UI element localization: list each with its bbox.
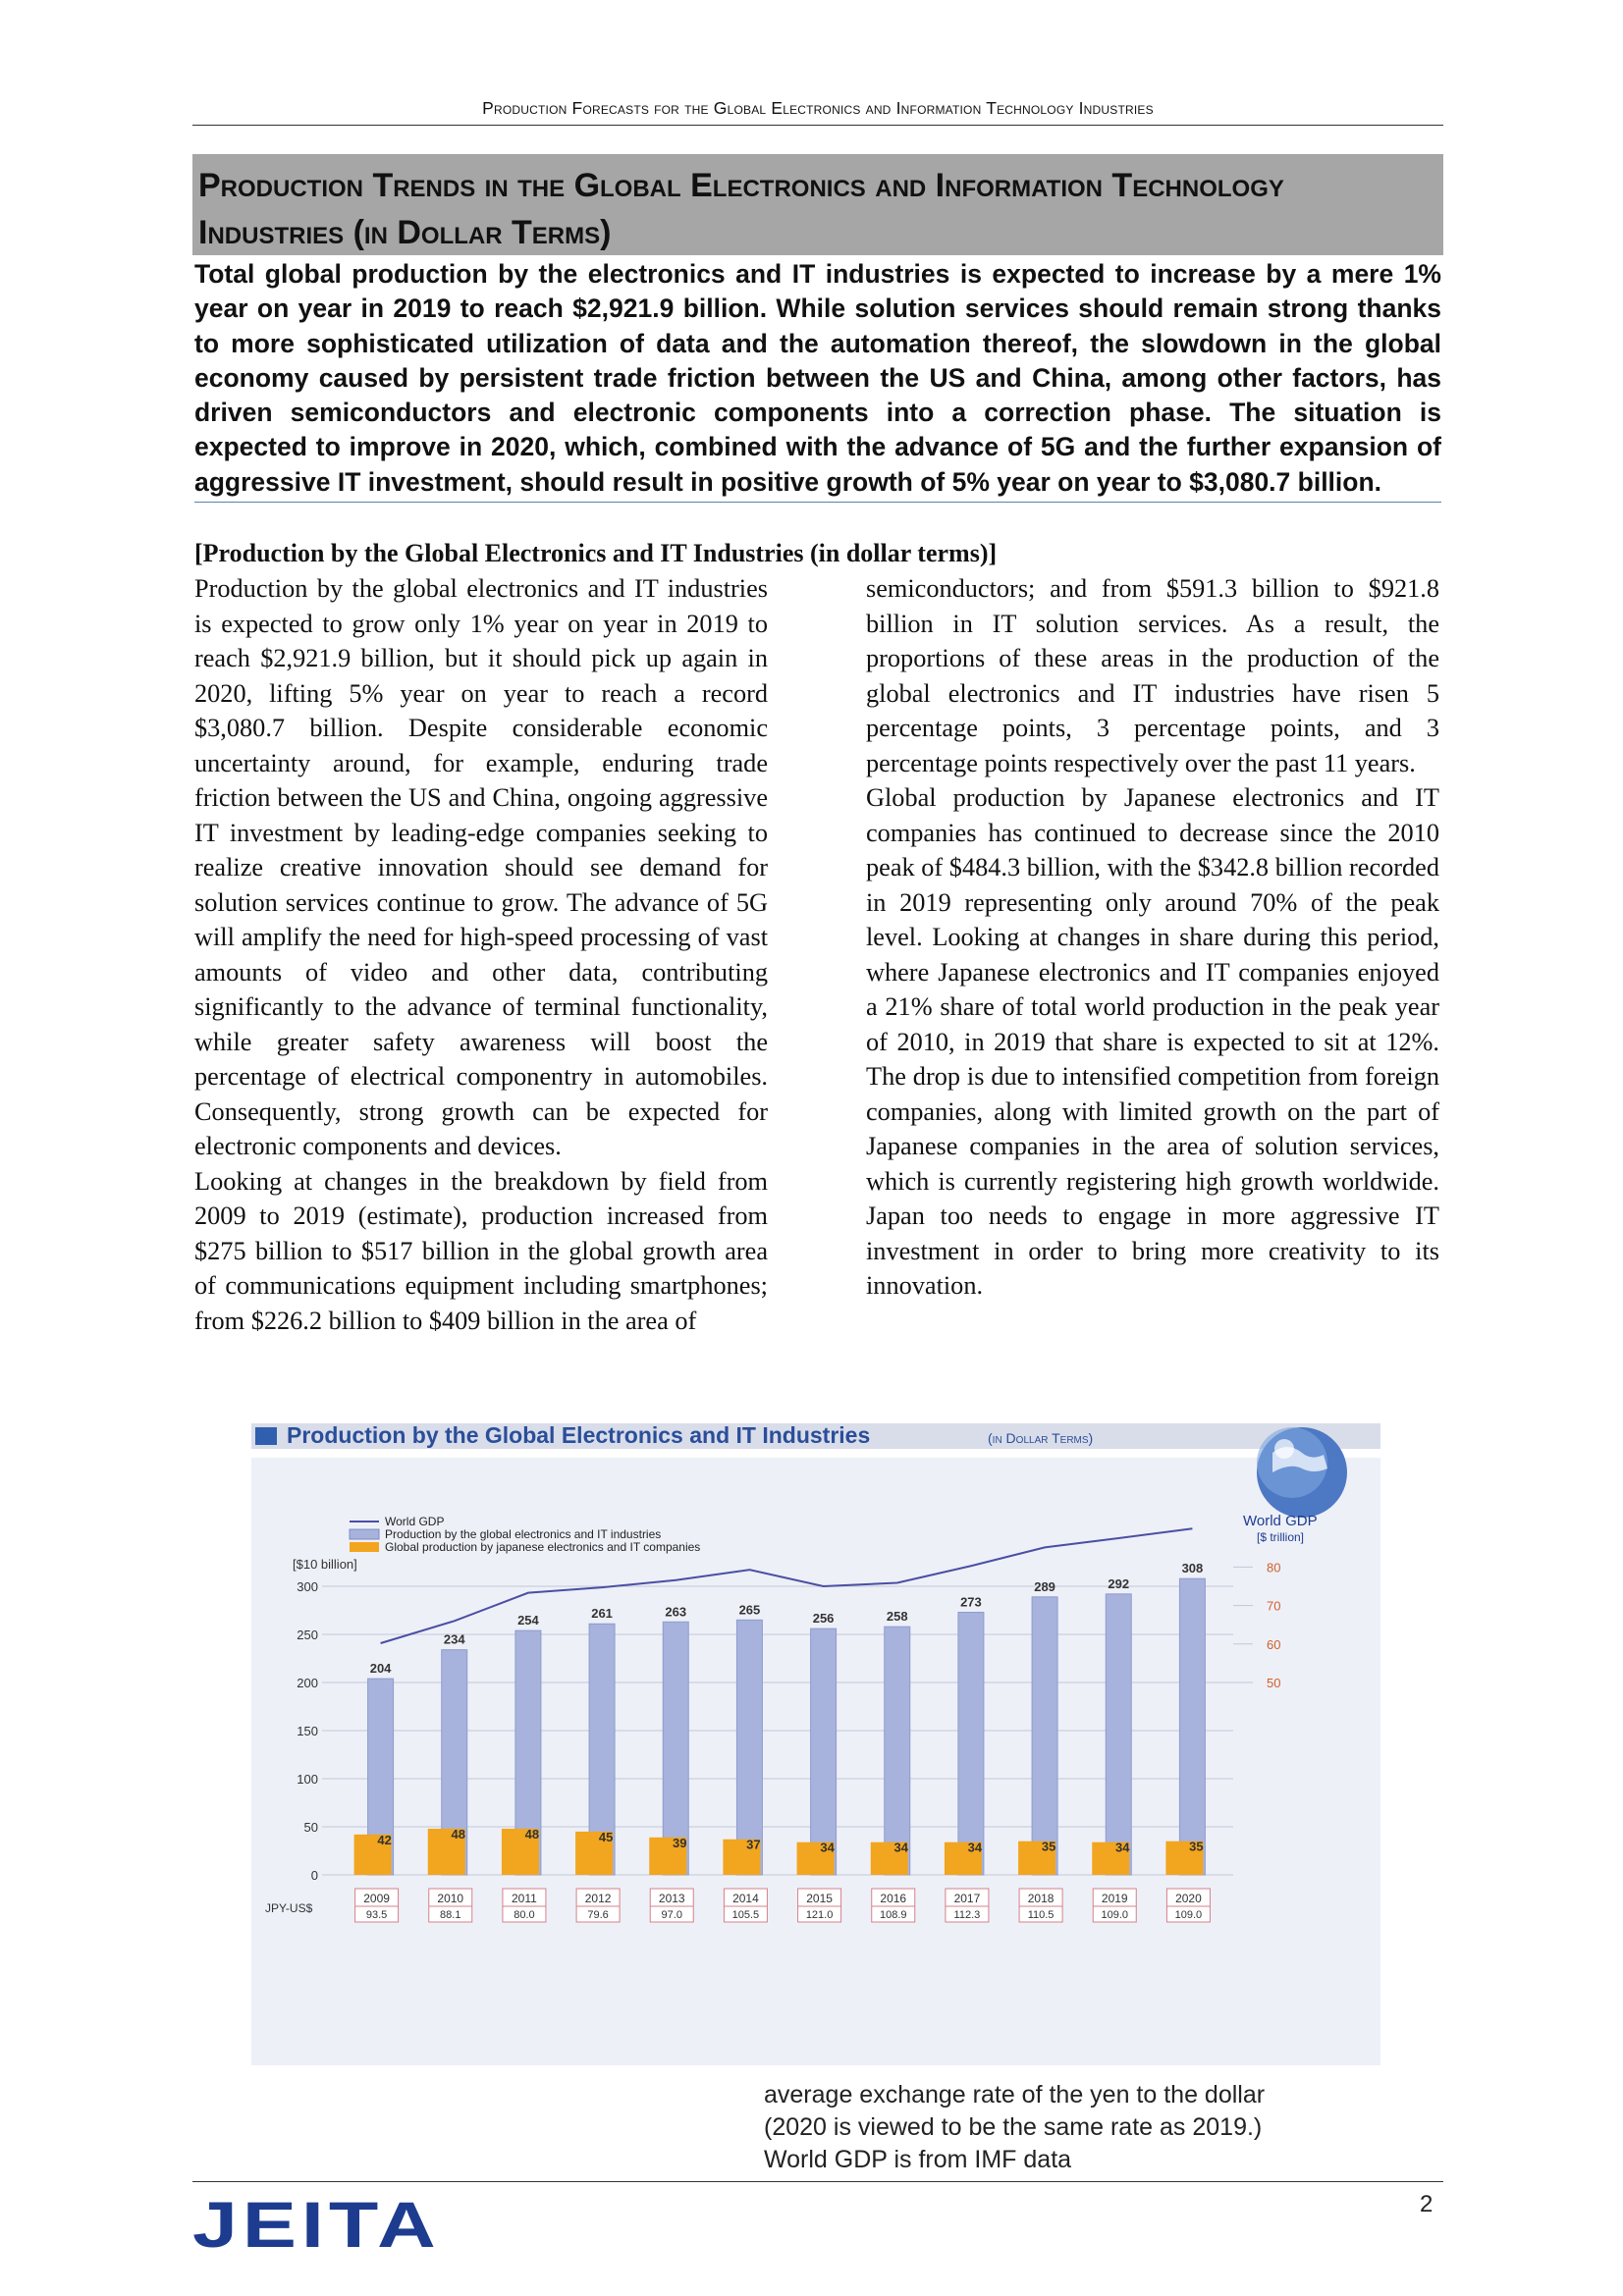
bar-japan-label: 34	[893, 1840, 908, 1855]
bar-japan-label: 39	[673, 1835, 687, 1850]
figure-caption: [Production by the Global Electronics and IT Industries (in dollar terms)]	[194, 539, 998, 567]
y-tick-label: 100	[297, 1772, 318, 1787]
x-tick-label: 2020	[1175, 1892, 1202, 1905]
legend-label: World GDP	[385, 1515, 445, 1528]
fx-rate-label: 110.5	[1027, 1909, 1055, 1921]
chart-note	[764, 2079, 1265, 2176]
bar-world	[811, 1629, 837, 1875]
fx-rate-label: 121.0	[805, 1909, 834, 1921]
fx-rate-label: 108.9	[879, 1909, 907, 1921]
note-line: (2020 is viewed to be the same rate as 2019.)	[764, 2113, 1263, 2141]
chart-svg	[251, 1423, 1390, 2065]
legend-label: Global production by japanese electronics and IT companies	[385, 1540, 701, 1554]
x-tick-label: 2010	[437, 1892, 464, 1905]
fx-rate-label: 105.5	[731, 1909, 760, 1921]
body-paragraph: Global production by Japanese electronics and IT companies has continued to decrease since the 2010 peak of $484.3 billion, with the $342.8 billion recorded in 2019 representing only around 70% of the peak level. Looking at changes in share during this period, where Japanese electronics and IT companies enjoyed a 21% share of total world production in the peak year of 2010, in 2019 that share is expected to sit at 12%. The drop is due to intensified competition from foreign companies, along with limited growth on the part of Japanese companies in the area of solution services, which is currently registering high growth worldwide. Japan too needs to engage in more aggressive IT investment in order to bring more creativity to its innovation.	[866, 783, 1439, 1300]
fx-rate-label: 112.3	[953, 1909, 981, 1921]
bar-japan-label: 35	[1041, 1839, 1056, 1854]
chart-title: Production by the Global Electronics and IT Industries	[287, 1423, 871, 1448]
bar-japan-label: 37	[746, 1837, 761, 1852]
legend-label: Production by the global electronics and IT industries	[385, 1527, 662, 1541]
x-tick-label: 2019	[1101, 1892, 1128, 1905]
x-tick-label: 2012	[584, 1892, 612, 1905]
y2-tick-label: 80	[1267, 1560, 1281, 1575]
bar-world-label: 261	[591, 1606, 613, 1622]
body-paragraph: Production by the global electronics and IT industries is expected to grow only 1% year on year in 2019 to reach $2,921.9 billion, but it should pick up again in 2020, lifting 5% year on year to reach a record $3,080.7 billion. Despite considerable economic uncertainty around, for example, enduring trade friction between the US and China, ongoing aggressive IT investment by leading-edge companies seeking to realize creative innovation should see demand for solution services continue to grow. The advance of 5G will amplify the need for high-speed processing of vast amounts of video and other data, contributing significantly to the advance of terminal functionality, while greater safety awareness will boost the percentage of electrical componentry in automobiles. Consequently, strong growth can be expected for electronic components and devices.	[194, 574, 768, 1160]
globe-icon	[1257, 1427, 1347, 1518]
bar-world-label: 254	[517, 1613, 539, 1629]
y-tick-label: 150	[297, 1724, 318, 1738]
legend-swatch-world	[350, 1529, 379, 1539]
bar-world-label: 292	[1108, 1575, 1130, 1591]
bar-world-label: 265	[738, 1602, 761, 1618]
bar-japan-label: 48	[451, 1826, 465, 1842]
bar-japan-label: 42	[377, 1832, 392, 1847]
y-tick-label: 0	[310, 1868, 318, 1883]
x-tick-label: 2009	[363, 1892, 390, 1905]
bar-japan-label: 48	[524, 1826, 540, 1842]
y-tick-label: 250	[297, 1628, 318, 1642]
y-axis-label: [$10 billion]	[293, 1557, 357, 1572]
bar-world	[958, 1612, 984, 1875]
chart-title-suffix: (in Dollar Terms)	[988, 1430, 1094, 1446]
x-tick-label: 2017	[953, 1892, 981, 1905]
bar-world	[1106, 1594, 1131, 1875]
bar-world-label: 258	[886, 1609, 908, 1625]
bar-world	[1179, 1578, 1205, 1875]
x-tick-label: 2011	[512, 1892, 537, 1905]
x-tick-label: 2014	[732, 1892, 759, 1905]
bar-world	[1032, 1597, 1057, 1875]
x-tick-label: 2015	[806, 1892, 833, 1905]
section-title: Production Trends in the Global Electronics and Information Technology Industries (in Dollar Terms)	[192, 154, 1443, 255]
section-summary: Total global production by the electronics and IT industries is expected to increase by a mere 1% year on year in 2019 to reach $2,921.9 billion. While solution services should remain strong thanks to more sophisticated utilization of data and the automation thereof, the slowdown in the global economy caused by persistent trade friction between the US and China, among other factors, has driven semiconductors and electronic components into a correction phase. The situation is expected to improve in 2020, which, combined with the advance of 5G and the further expansion of aggressive IT investment, should result in positive growth of 5% year on year to $3,080.7 billion.	[194, 257, 1441, 503]
bar-japan-label: 34	[967, 1840, 983, 1855]
page-number: 2	[1420, 2191, 1434, 2217]
bar-world-label: 289	[1034, 1578, 1055, 1594]
fx-rate-label: 79.6	[587, 1909, 609, 1921]
fx-rate-label: 88.1	[440, 1909, 461, 1921]
y2-tick-label: 50	[1267, 1676, 1281, 1690]
bar-japan-label: 34	[1115, 1840, 1130, 1855]
body-column-left	[194, 571, 768, 1338]
x-tick-label: 2018	[1027, 1892, 1055, 1905]
note-line: World GDP is from IMF data	[764, 2146, 1072, 2173]
y-tick-label: 300	[297, 1579, 318, 1594]
bar-world	[885, 1627, 910, 1875]
y-tick-label: 50	[303, 1820, 318, 1835]
bar-world-label: 308	[1181, 1561, 1204, 1576]
chart-title-marker	[255, 1427, 277, 1445]
fx-rate-label: 93.5	[365, 1909, 388, 1921]
note-line: average exchange rate of the yen to the dollar	[764, 2081, 1266, 2109]
bar-world-label: 273	[960, 1594, 982, 1610]
fx-rate-label: 80.0	[514, 1909, 535, 1921]
y-tick-label: 200	[297, 1676, 318, 1690]
fx-rate-label: 109.0	[1101, 1909, 1129, 1921]
production-chart	[251, 1423, 1390, 2065]
y2-tick-label: 60	[1267, 1636, 1281, 1652]
x-tick-label: 2013	[658, 1892, 685, 1905]
y2-axis-title: World GDP	[1243, 1513, 1318, 1529]
jeita-logo: JEITA	[192, 2188, 441, 2261]
bar-world-label: 263	[665, 1604, 687, 1620]
legend-swatch-japan	[350, 1542, 379, 1552]
footer-rule	[192, 2181, 1443, 2182]
bar-world-label: 234	[443, 1631, 465, 1647]
y2-axis-label: [$ trillion]	[1257, 1530, 1305, 1544]
fx-rate-label: 109.0	[1174, 1909, 1203, 1921]
y2-tick-label: 70	[1267, 1598, 1281, 1614]
fx-rate-label: 97.0	[661, 1909, 682, 1921]
running-header: Production Forecasts for the Global Electronics and Information Technology Industries	[192, 98, 1443, 126]
body-paragraph: Looking at changes in the breakdown by field from 2009 to 2019 (estimate), production increased from $275 billion to $517 billion in the global growth area of communications equipment including smartphones; from $226.2 billion to $409 billion in the area of	[194, 1166, 768, 1335]
bar-japan-label: 35	[1189, 1839, 1204, 1854]
bar-world-label: 256	[812, 1611, 835, 1627]
x-tick-label: 2016	[880, 1892, 907, 1905]
body-paragraph: semiconductors; and from $591.3 billion to $921.8 billion in IT solution services. As a result, the proportions of these areas in the production of the global electronics and IT industries have risen 5 percentage points, 3 percentage points, and 3 percentage points respectively over the past 11 years.	[866, 574, 1439, 777]
bar-world-label: 204	[369, 1661, 392, 1677]
bar-japan-label: 34	[820, 1840, 835, 1855]
body-column-right	[866, 571, 1439, 1304]
bar-japan-label: 45	[598, 1829, 614, 1844]
fx-axis-label: JPY-US$	[265, 1901, 313, 1915]
